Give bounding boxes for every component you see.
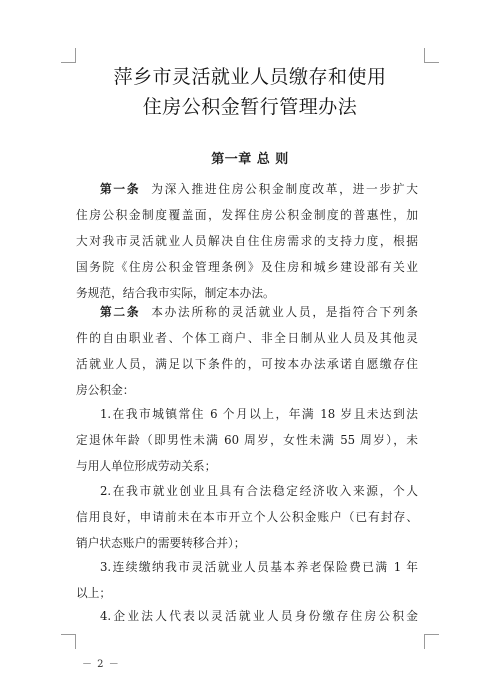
article-1-text-line: 住房公积金制度覆盖面，发挥住房公积金制度的普惠性，加 bbox=[76, 208, 418, 222]
article-2-first-line bbox=[100, 304, 418, 320]
article-2-text-line: 活就业人员，满足以下条件的，可按本办法承诺自愿缴存住 bbox=[76, 357, 418, 371]
crop-mark-top-right bbox=[424, 48, 439, 63]
item-2-line: 2.在我市就业创业且具有合法稳定经济收入来源，个人 bbox=[100, 484, 418, 498]
article-1-text-line: 国务院《住房公积金管理条例》及住房和城乡建设部有关业 bbox=[76, 260, 418, 274]
item-4-line: 4.企业法人代表以灵活就业人员身份缴存住房公积金 bbox=[100, 609, 418, 623]
crop-mark-bottom-right bbox=[424, 634, 439, 649]
page-number: － 2 － bbox=[82, 659, 120, 670]
article-2-text-line: 本办法所称的灵活就业人员，是指符合下列条 bbox=[151, 305, 418, 319]
item-2-line: 信用良好，申请前未在本市开立个人公积金账户（已有封存、 bbox=[76, 510, 418, 524]
item-3-line: 以上； bbox=[76, 586, 112, 600]
article-2-text-line: 件的自由职业者、个体工商户、非全日制从业人员及其他灵 bbox=[76, 331, 418, 345]
crop-mark-bottom-left bbox=[61, 634, 76, 649]
item-1-line: 1.在我市城镇常住 6 个月以上，年满 18 岁且未达到法 bbox=[100, 407, 418, 421]
article-2-text-line: 房公积金： bbox=[76, 383, 135, 397]
crop-mark-top-left bbox=[61, 48, 76, 63]
document-title-line-1: 萍乡市灵活就业人员缴存和使用 bbox=[113, 66, 387, 88]
article-1-first-line bbox=[100, 181, 418, 197]
item-1-line: 定退休年龄（即男性未满 60 周岁，女性未满 55 周岁），未 bbox=[76, 433, 418, 447]
item-3-line: 3.连续缴纳我市灵活就业人员基本养老保险费已满 1 年 bbox=[100, 560, 418, 574]
item-2-line: 销户状态账户的需要转移合并）； bbox=[76, 536, 246, 550]
chapter-heading: 第一章 总 则 bbox=[211, 152, 289, 167]
article-1-text-line: 大对我市灵活就业人员解决自住住房需求的支持力度，根据 bbox=[76, 234, 418, 248]
article-1-text-line: 为深入推进住房公积金制度改革，进一步扩大 bbox=[151, 182, 418, 196]
article-2-label: 第二条 bbox=[100, 305, 141, 319]
item-1-line: 与用人单位形成劳动关系； bbox=[76, 459, 217, 473]
document-title-line-2: 住房公积金暂行管理办法 bbox=[142, 96, 358, 118]
article-1-label: 第一条 bbox=[100, 182, 141, 196]
article-1-text-line: 务规范，结合我市实际，制定本办法。 bbox=[76, 286, 275, 300]
